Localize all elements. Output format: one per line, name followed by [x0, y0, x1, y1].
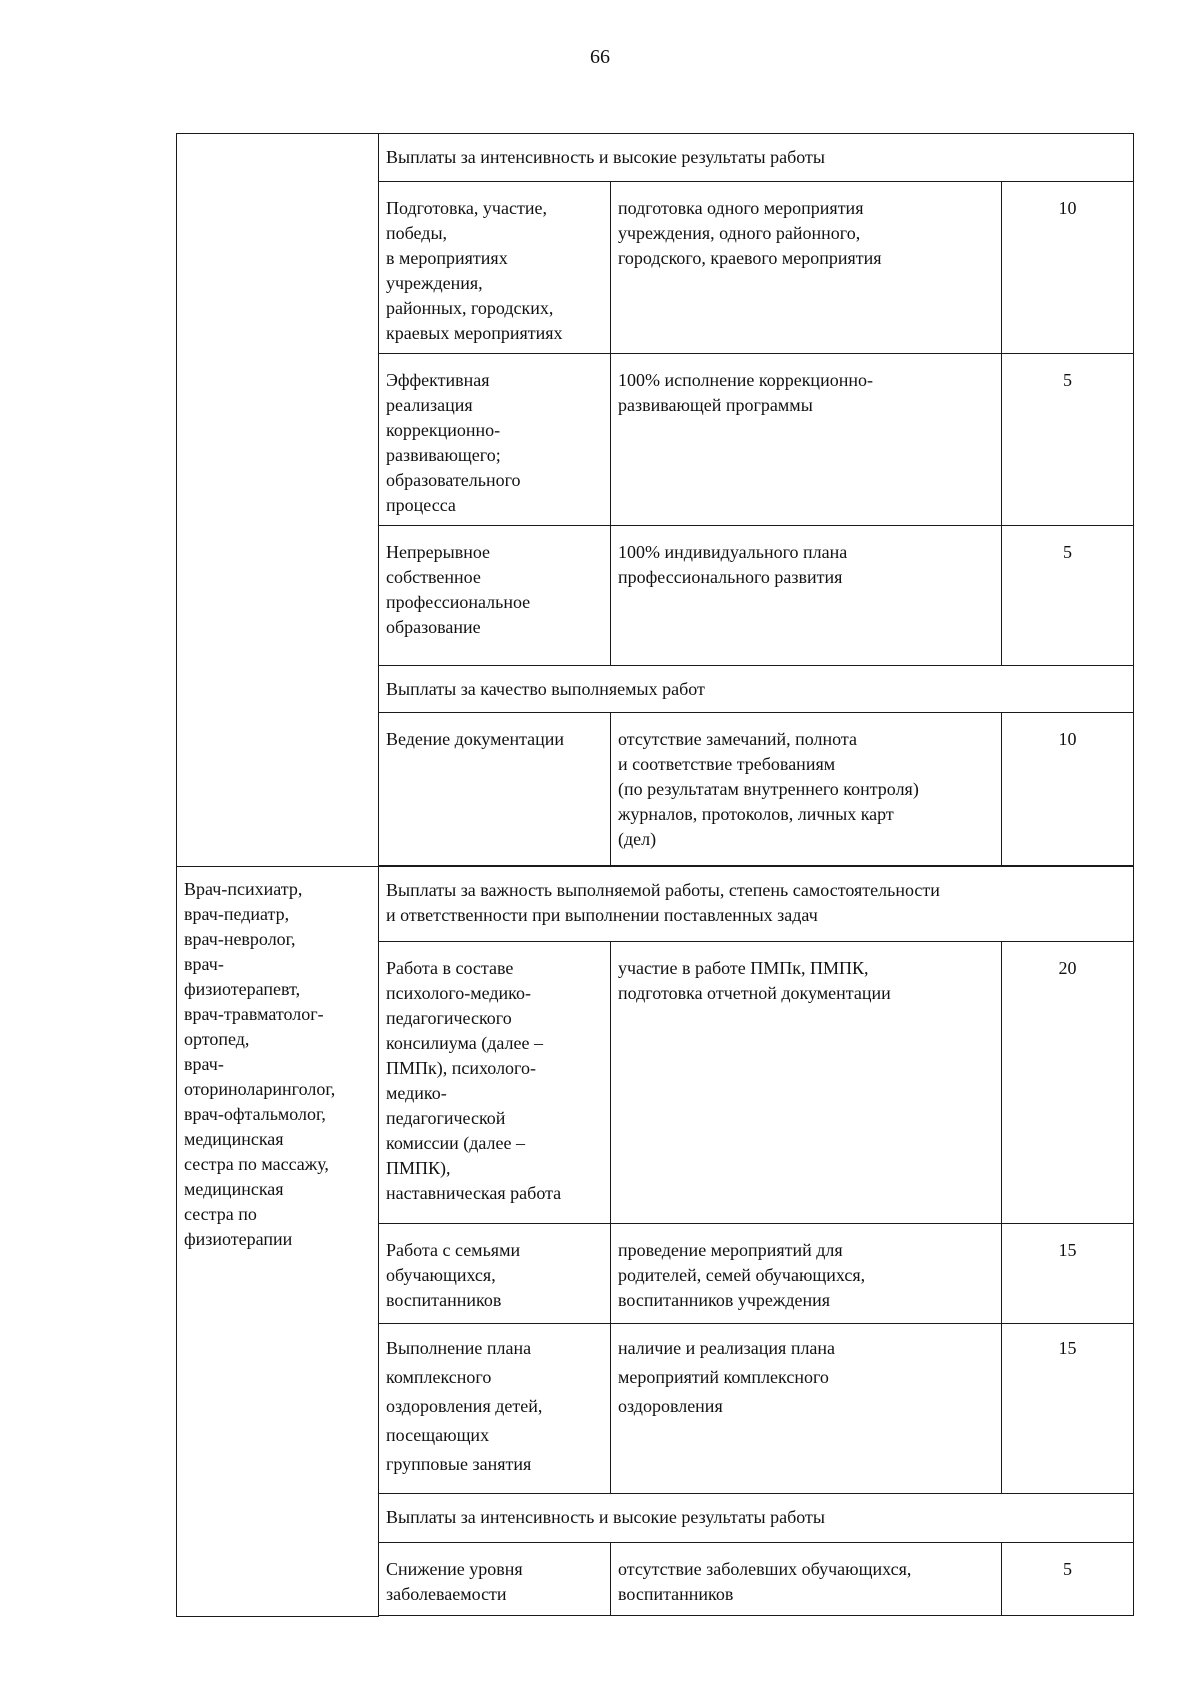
roles-cell: Врач-психиатр, врач-педиатр, врач-невролог, врач- физиотерапевт, врач-травматолог- ортопед, врач- оториноларинголог, врач-офтальмолог, медицинская сестра по массажу, медицинская сестра по физиотерапии	[177, 867, 379, 1617]
points-cell: 15	[1002, 1324, 1134, 1494]
points-cell: 15	[1002, 1224, 1134, 1324]
condition-cell: отсутствие заболевших обучающихся, воспитанников	[611, 1543, 1002, 1616]
points-cell: 5	[1002, 525, 1134, 666]
section-heading-intensity-2: Выплаты за интенсивность и высокие результаты работы	[379, 1494, 1134, 1543]
section-heading-intensity: Выплаты за интенсивность и высокие результаты работы	[379, 134, 1134, 182]
points-cell: 20	[1002, 942, 1134, 1224]
points-cell: 5	[1002, 353, 1134, 525]
page-number: 66	[590, 46, 610, 68]
condition-cell: участие в работе ПМПк, ПМПК, подготовка отчетной документации	[611, 942, 1002, 1224]
empty-role-cell	[177, 134, 379, 867]
condition-cell: проведение мероприятий для родителей, семей обучающихся, воспитанников учреждения	[611, 1224, 1002, 1324]
criterion-cell: Работа в составе психолого-медико- педагогического консилиума (далее – ПМПк), психолого- медико- педагогической комиссии (далее – ПМПК), наставническая работа	[379, 942, 611, 1224]
points-cell: 10	[1002, 181, 1134, 353]
condition-cell: отсутствие замечаний, полнота и соответствие требованиям (по результатам внутреннего контроля) журналов, протоколов, личных карт (дел)	[611, 713, 1002, 866]
criterion-cell: Эффективная реализация коррекционно- развивающего; образовательного процесса	[379, 353, 611, 525]
section-heading-importance: Выплаты за важность выполняемой работы, степень самостоятельности и ответственности при выполнении поставленных задач	[379, 867, 1134, 942]
criterion-cell: Снижение уровня заболеваемости	[379, 1543, 611, 1616]
condition-cell: наличие и реализация плана мероприятий комплексного оздоровления	[611, 1324, 1002, 1494]
condition-cell: 100% индивидуального плана профессионального развития	[611, 525, 1002, 666]
condition-cell: подготовка одного мероприятия учреждения, одного районного, городского, краевого мероприятия	[611, 181, 1002, 353]
criterion-cell: Ведение документации	[379, 713, 611, 866]
criterion-cell: Подготовка, участие, победы, в мероприятиях учреждения, районных, городских, краевых мероприятиях	[379, 181, 611, 353]
payments-table	[176, 133, 1134, 1617]
condition-cell: 100% исполнение коррекционно- развивающей программы	[611, 353, 1002, 525]
points-cell: 5	[1002, 1543, 1134, 1616]
criterion-cell: Работа с семьями обучающихся, воспитанников	[379, 1224, 611, 1324]
criterion-cell: Непрерывное собственное профессиональное образование	[379, 525, 611, 666]
criterion-cell: Выполнение плана комплексного оздоровления детей, посещающих групповые занятия	[379, 1324, 611, 1494]
section-row	[177, 134, 1134, 182]
section-heading-quality: Выплаты за качество выполняемых работ	[379, 666, 1134, 713]
section-row	[177, 867, 1134, 942]
points-cell: 10	[1002, 713, 1134, 866]
